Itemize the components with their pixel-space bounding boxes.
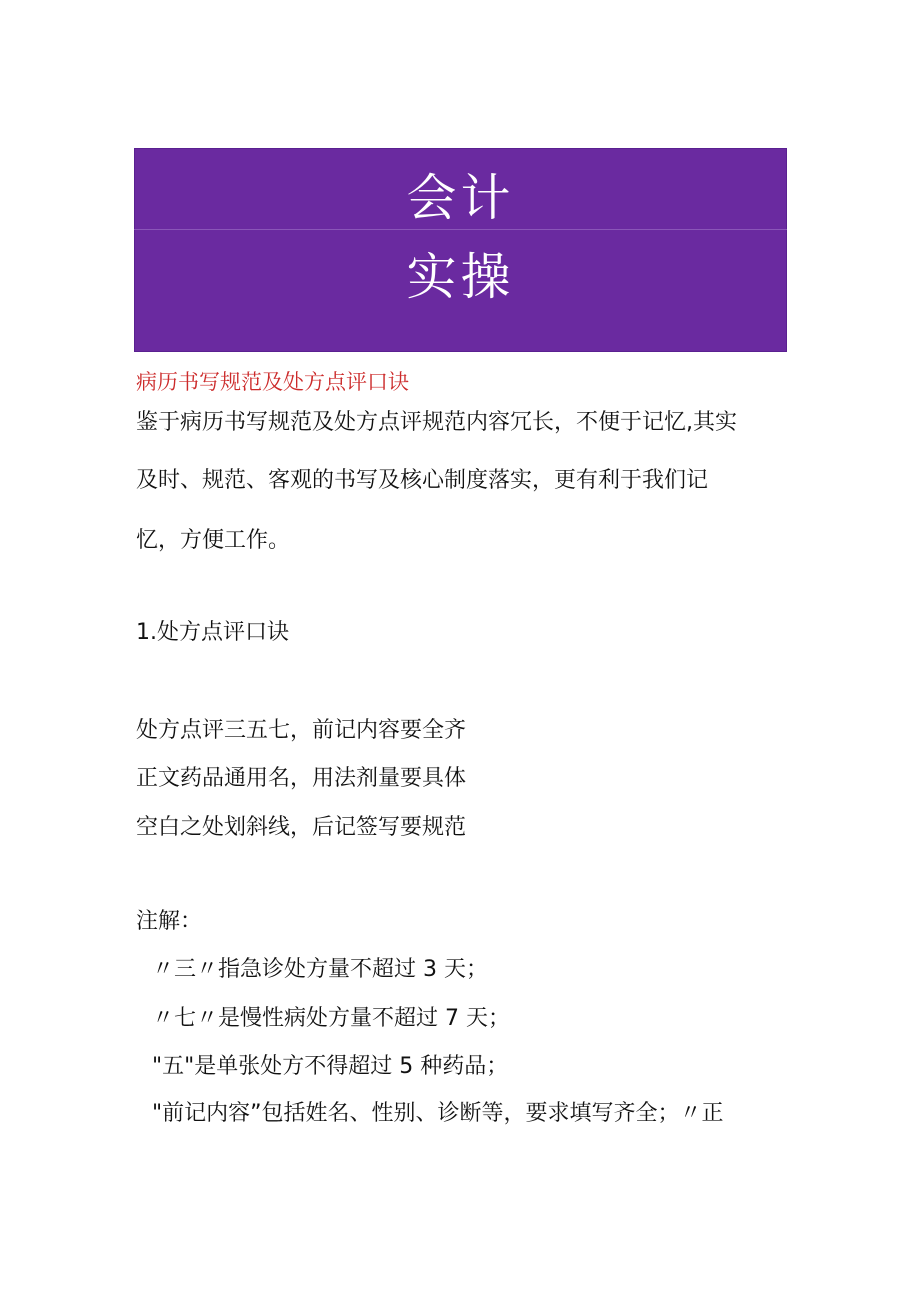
verse-line-2: 正文药品通用名，用法剂量要具体 bbox=[136, 766, 467, 791]
intro-line-3: 忆，方便工作。 bbox=[136, 528, 291, 553]
banner-divider bbox=[134, 229, 787, 230]
note-line-4: "前记内容”包括姓名、性别、诊断等，要求填写齐全；〃正 bbox=[152, 1101, 724, 1126]
verse-line-3: 空白之处划斜线，后记签写要规范 bbox=[136, 815, 467, 840]
note-line-2: 〃七〃是慢性病处方量不超过 7 天； bbox=[152, 1006, 510, 1031]
verse-line-1: 处方点评三五七，前记内容要全齐 bbox=[136, 718, 467, 743]
banner-title-line-2: 实操 bbox=[406, 248, 515, 306]
note-line-3: "五"是单张处方不得超过 5 种药品； bbox=[152, 1054, 509, 1079]
intro-line-1: 鉴于病历书写规范及处方点评规范内容冗长，不便于记忆,其实 bbox=[136, 410, 737, 435]
banner-title-line-1: 会计 bbox=[406, 169, 515, 227]
document-subtitle: 病历书写规范及处方点评口诀 bbox=[136, 370, 409, 394]
intro-line-2: 及时、规范、客观的书写及核心制度落实，更有利于我们记 bbox=[136, 468, 709, 493]
title-banner bbox=[134, 148, 787, 352]
notes-label: 注解： bbox=[136, 909, 203, 934]
note-line-1: 〃三〃指急诊处方量不超过 3 天； bbox=[152, 957, 488, 982]
section-heading: 1.处方点评口诀 bbox=[136, 620, 289, 645]
